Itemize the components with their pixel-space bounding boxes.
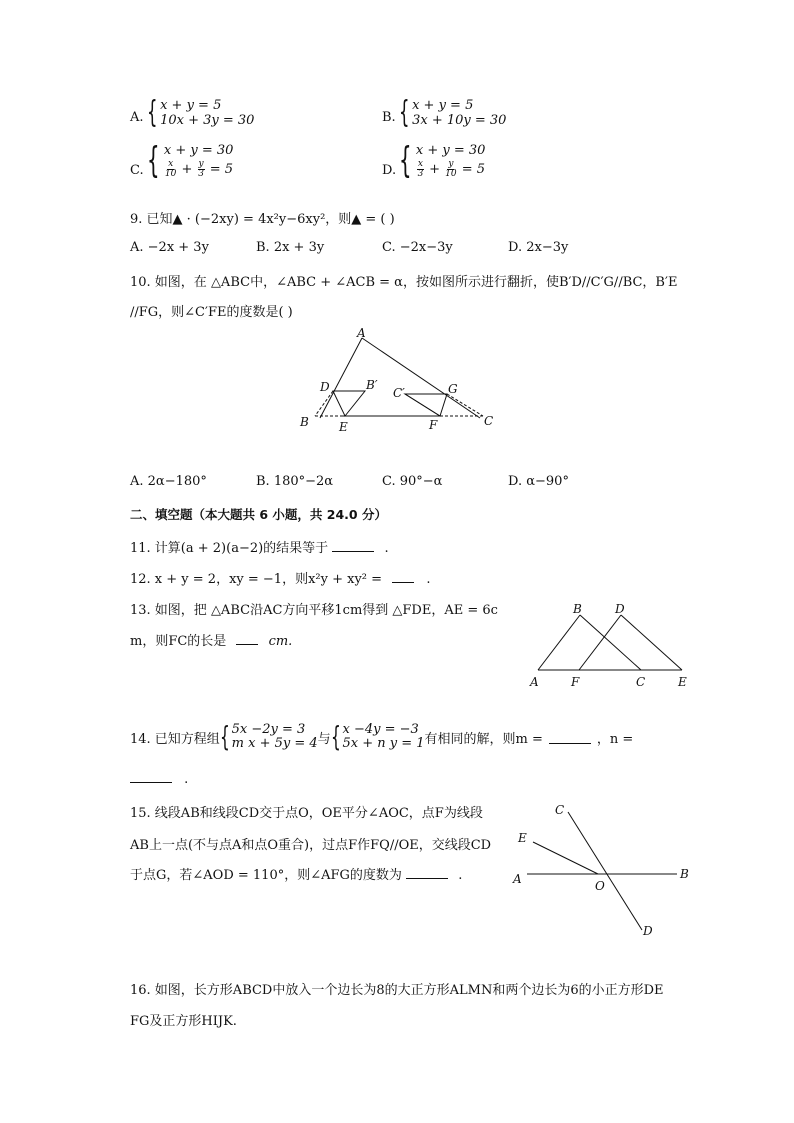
q8-option-d-system: { x + y = 30 $\frac{x}{3}$ + $\frac{y}{10}$ = 5 — [399, 140, 486, 181]
q9-option-c: C. −2x−3y — [382, 240, 453, 255]
q11-answer-blank[interactable] — [332, 539, 374, 552]
q10-label-c: C — [484, 414, 494, 428]
q11-end: . — [384, 541, 389, 556]
q14-system1-eq2: m x + 5y = 4 — [231, 736, 318, 751]
q8-d-frac1-num: x — [417, 159, 423, 169]
q10-label-a: A — [357, 326, 366, 340]
q13-text-a: m，则FC的长是 — [130, 634, 227, 649]
q15-label-e: E — [518, 831, 527, 845]
q13-answer-blank[interactable] — [236, 632, 258, 645]
q14-post: 有相同的解，则m = — [424, 731, 543, 747]
q10-option-b: B. 180°−2α — [256, 474, 334, 489]
q10-triangle-figure — [295, 325, 500, 435]
q8-option-a-system: { x + y = 5 10x + 3y = 30 — [147, 95, 255, 130]
q8-b-eq2: 3x + 10y = 30 — [412, 113, 507, 128]
q8-c-eq1: x + y = 30 — [163, 143, 234, 158]
q15-intersecting-lines-figure — [505, 798, 705, 940]
q8-a-eq1: x + y = 5 — [160, 98, 222, 113]
q15-end: . — [458, 868, 463, 883]
q10-option-d: D. α−90° — [508, 474, 569, 489]
q15-stem-line1: 15. 线段AB和线段CD交于点O，OE平分∠AOC，点F为线段 — [130, 806, 483, 821]
q8-d-rhs: = 5 — [461, 162, 486, 177]
q10-stem-line2: //FG，则∠C′FE的度数是( ) — [130, 305, 293, 320]
q13-stem-line2 — [130, 630, 292, 649]
q8-option-c-system: { x + y = 30 $\frac{x}{10}$ + $\frac{y}{3}$ = 5 — [147, 140, 234, 181]
q13-stem-line1: 13. 如图，把 △ABC沿AC方向平移1cm得到 △FDE，AE = 6c — [130, 603, 498, 618]
q14-line2 — [130, 770, 188, 787]
q8-d-frac1-den: 3 — [417, 169, 424, 179]
q14-system1-eq1: 5x −2y = 3 — [231, 722, 306, 737]
q13-label-b: B — [573, 602, 582, 616]
q8-d-frac2-den: 10 — [445, 169, 457, 179]
q10-label-e: E — [339, 420, 348, 434]
q8-c-frac2-num: y — [198, 159, 204, 169]
q14-comma: ，n = — [596, 731, 634, 747]
q8-d-eq1: x + y = 30 — [415, 143, 486, 158]
q14-pre: 14. 已知方程组 — [130, 731, 220, 747]
q13-label-f: F — [571, 675, 580, 689]
section-2-title: 二、填空题（本大题共 6 小题，共 24.0 分） — [130, 507, 387, 522]
q10-label-g: G — [448, 382, 458, 396]
q15-label-b: B — [680, 867, 689, 881]
q13-label-c: C — [636, 675, 646, 689]
q10-label-f: F — [429, 418, 438, 432]
q10-label-c-prime: C′ — [393, 386, 405, 400]
q8-c-frac1-den: 10 — [164, 169, 177, 179]
q15-label-d: D — [643, 924, 653, 938]
q13-translation-figure — [525, 598, 695, 693]
q8-a-eq2: 10x + 3y = 30 — [160, 113, 255, 128]
q10-label-b: B — [300, 415, 309, 429]
q12-end: . — [426, 572, 431, 587]
q12-answer-blank[interactable] — [392, 570, 414, 583]
q8-option-a-label: A. — [130, 110, 144, 125]
q14-end: . — [184, 772, 189, 787]
q8-option-c-label: C. — [130, 163, 144, 178]
q12-text: 12. x + y = 2，xy = −1，则x²y + xy² = — [130, 572, 383, 587]
q10-label-d: D — [320, 380, 330, 394]
q11-line — [130, 537, 389, 556]
q10-label-b-prime: B′ — [366, 378, 378, 392]
q8-c-plus: + — [181, 162, 193, 177]
q8-option-d-label: D. — [382, 163, 397, 178]
q10-stem-line1: 10. 如图，在 △ABC中，∠ABC + ∠ACB = α，按如图所示进行翻折，使B′D//C′G//BC，B′E — [130, 275, 678, 290]
q9-option-a: A. −2x + 3y — [130, 240, 209, 255]
q10-option-c: C. 90°−α — [382, 474, 443, 489]
q14-system2-eq2: 5x + n y = 1 — [342, 736, 425, 751]
q9-option-b: B. 2x + 3y — [256, 240, 325, 255]
q13-label-a: A — [530, 675, 539, 689]
q15-label-a: A — [513, 872, 522, 886]
q12-line — [130, 568, 430, 587]
q15-label-o: O — [595, 879, 605, 893]
q16-stem-line2: FG及正方形HIJK. — [130, 1014, 237, 1029]
q15-stem-line2: AB上一点(不与点A和点O重合)，过点F作FQ//OE，交线段CD — [130, 838, 492, 853]
q15-answer-blank[interactable] — [406, 866, 448, 879]
q8-b-eq1: x + y = 5 — [412, 98, 474, 113]
q15-label-c: C — [555, 803, 565, 817]
q14-system2-eq1: x −4y = −3 — [342, 722, 419, 737]
q13-label-e: E — [678, 675, 687, 689]
q14-line: 14. 已知方程组 { 5x −2y = 3 m x + 5y = 4 与 { x −4y = −3 5x + n y = 1 有相同的解，则m = ，n = — [130, 720, 634, 753]
q10-option-a: A. 2α−180° — [130, 474, 207, 489]
q8-option-b-label: B. — [382, 110, 396, 125]
q14-answer-blank-n[interactable] — [130, 770, 172, 783]
q14-answer-blank-m[interactable] — [549, 731, 591, 744]
q15-stem-line3 — [130, 864, 462, 883]
q15-text: 于点G，若∠AOD = 110°，则∠AFG的度数为 — [130, 868, 402, 883]
q13-unit: cm. — [268, 634, 293, 649]
q8-d-frac2-num: y — [448, 159, 454, 169]
q8-option-b-system: { x + y = 5 3x + 10y = 30 — [399, 95, 507, 130]
q13-label-d: D — [615, 602, 625, 616]
q8-c-rhs: = 5 — [209, 162, 234, 177]
q16-stem-line1: 16. 如图，长方形ABCD中放入一个边长为8的大正方形ALMN和两个边长为6的小正方形DE — [130, 983, 664, 998]
q9-option-d: D. 2x−3y — [508, 240, 569, 255]
q8-c-frac2-den: 3 — [198, 169, 204, 179]
q14-mid: 与 — [317, 731, 331, 747]
q11-text: 11. 计算(a + 2)(a−2)的结果等于 — [130, 541, 329, 556]
q8-d-plus: + — [429, 162, 441, 177]
q8-c-frac1-num: x — [168, 159, 174, 169]
q9-stem: 9. 已知▲ · (−2xy) = 4x²y−6xy²，则▲ = ( ) — [130, 212, 395, 227]
